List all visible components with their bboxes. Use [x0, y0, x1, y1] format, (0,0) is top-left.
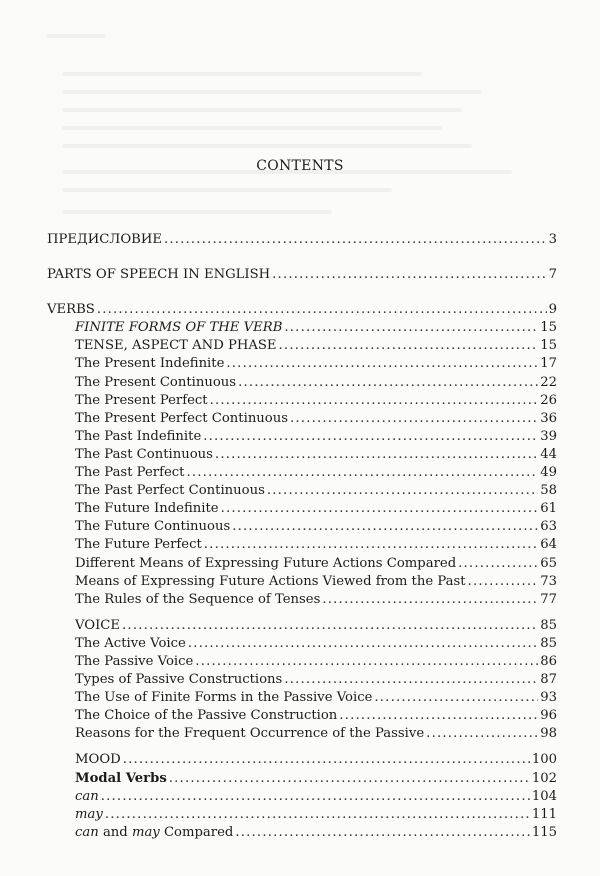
toc-entry-predislovie[interactable] [47, 231, 557, 249]
toc-entry-label-italic: can [75, 824, 99, 840]
toc-entry-label: The Present Continuous [75, 374, 237, 390]
toc-entry-page: 49 [540, 465, 557, 481]
toc-entry-finite-forms[interactable] [47, 319, 557, 337]
toc-entry-future-perfect[interactable] [47, 536, 557, 554]
toc-entry-page: 85 [540, 635, 557, 651]
toc-entry-label: PARTS OF SPEECH IN ENGLISH [47, 267, 271, 283]
leader-dots [226, 355, 538, 373]
toc-entry-mood[interactable] [47, 751, 557, 769]
leader-dots [235, 824, 529, 842]
toc-entry-can[interactable] [47, 788, 557, 806]
toc-entry-label-part: and [98, 824, 132, 840]
toc-entry-page: 98 [540, 726, 557, 742]
toc-entry-label: The Choice of the Passive Construction [75, 708, 338, 724]
leader-dots [123, 751, 530, 769]
toc-entry-page: 26 [540, 392, 557, 408]
toc-entry-label: The Present Indefinite [75, 356, 225, 372]
toc-entry-page: 39 [540, 428, 557, 444]
table-of-contents [47, 231, 557, 842]
leader-dots [105, 806, 530, 824]
toc-entry-past-perfect[interactable] [47, 464, 557, 482]
toc-entry-page: 17 [540, 356, 557, 372]
toc-entry-page: 3 [548, 232, 557, 247]
toc-entry-page: 86 [540, 653, 557, 669]
leader-dots [232, 518, 538, 536]
toc-entry-present-perfect-continuous[interactable] [47, 410, 557, 428]
leader-dots [169, 770, 530, 788]
leader-dots [164, 231, 547, 249]
leader-dots [339, 707, 538, 725]
toc-entry-label: Means of Expressing Future Actions Viewed from the Past [75, 573, 466, 589]
toc-entry-present-indefinite[interactable] [47, 355, 557, 373]
toc-entry-future-viewed-from-past[interactable] [47, 573, 557, 591]
toc-entry-page: 111 [531, 806, 557, 822]
toc-entry-present-perfect[interactable] [47, 392, 557, 410]
toc-entry-passive-constructions[interactable] [47, 671, 557, 689]
leader-dots [284, 671, 538, 689]
leader-dots [204, 536, 538, 554]
toc-entry-label: TENSE, ASPECT AND PHASE [75, 338, 277, 354]
toc-entry-label: The Past Indefinite [75, 428, 202, 444]
toc-entry-choice-of-passive[interactable] [47, 707, 557, 725]
toc-entry-label: VOICE [75, 617, 121, 633]
toc-entry-label: FINITE FORMS OF THE VERB [75, 320, 283, 336]
toc-entry-page: 15 [540, 338, 557, 354]
toc-entry-future-continuous[interactable] [47, 518, 557, 536]
leader-dots [195, 653, 538, 671]
toc-entry-page: 102 [531, 770, 557, 786]
toc-entry-finite-forms-passive[interactable] [47, 689, 557, 707]
toc-entry-page: 64 [540, 537, 557, 553]
toc-entry-label: Reasons for the Frequent Occurrence of the Passive [75, 726, 425, 742]
bleed-through-text [40, 28, 510, 218]
leader-dots [210, 392, 539, 410]
toc-entry-label: The Rules of the Sequence of Tenses [75, 591, 321, 607]
leader-dots [267, 482, 538, 500]
toc-entry-page: 61 [540, 501, 557, 517]
toc-entry-page: 65 [540, 555, 557, 571]
toc-entry-verbs[interactable] [47, 301, 557, 319]
toc-entry-label: The Past Perfect Continuous [75, 483, 265, 499]
toc-entry-parts-of-speech[interactable] [47, 266, 557, 284]
leader-dots [284, 319, 538, 337]
toc-entry-page: 104 [531, 788, 557, 804]
toc-entry-label: Different Means of Expressing Future Actions Compared [75, 555, 457, 571]
leader-dots [322, 591, 538, 609]
leader-dots [468, 573, 539, 591]
toc-entry-label-part: Compared [159, 824, 234, 840]
toc-entry-label: The Future Perfect [75, 537, 202, 553]
toc-entry-page: 44 [540, 446, 557, 462]
toc-entry-page: 63 [540, 519, 557, 535]
toc-entry-past-continuous[interactable] [47, 446, 557, 464]
toc-entry-label: may [75, 806, 103, 822]
toc-entry-may[interactable] [47, 806, 557, 824]
leader-dots [374, 689, 538, 707]
toc-entry-label: Modal Verbs [75, 770, 167, 786]
leader-dots [290, 410, 538, 428]
toc-entry-sequence-of-tenses[interactable] [47, 591, 557, 609]
toc-entry-page: 87 [540, 672, 557, 688]
leader-dots [188, 635, 538, 653]
toc-entry-page: 58 [540, 483, 557, 499]
toc-entry-past-indefinite[interactable] [47, 428, 557, 446]
leader-dots [122, 617, 538, 635]
toc-entry-label: The Future Continuous [75, 519, 231, 535]
toc-entry-page: 115 [531, 824, 557, 840]
toc-entry-page: 9 [548, 302, 557, 318]
toc-entry-passive-voice[interactable] [47, 653, 557, 671]
toc-entry-tense-aspect-phase[interactable] [47, 337, 557, 355]
toc-entry-label: The Past Continuous [75, 446, 213, 462]
toc-entry-past-perfect-continuous[interactable] [47, 482, 557, 500]
toc-entry-label: Types of Passive Constructions [75, 672, 283, 688]
leader-dots [203, 428, 538, 446]
toc-entry-future-indefinite[interactable] [47, 500, 557, 518]
leader-dots [215, 446, 538, 464]
toc-entry-label-italic: may [131, 824, 160, 840]
toc-entry-label: The Active Voice [75, 635, 186, 651]
toc-entry-page: 85 [540, 617, 557, 633]
toc-entry-modal-verbs[interactable] [47, 770, 557, 788]
leader-dots [458, 555, 538, 573]
leader-dots [279, 337, 539, 355]
toc-entry-page: 100 [531, 752, 557, 768]
toc-entry-present-continuous[interactable] [47, 374, 557, 392]
toc-entry-page: 77 [540, 591, 557, 607]
toc-entry-page: 15 [540, 320, 557, 336]
leader-dots [97, 301, 547, 319]
toc-entry-label: The Past Perfect [75, 465, 185, 481]
toc-entry-page: 96 [540, 708, 557, 724]
toc-entry-can-may-compared[interactable] [47, 824, 557, 842]
toc-entry-label: The Future Indefinite [75, 501, 219, 517]
leader-dots [272, 266, 546, 284]
contents-title: CONTENTS [256, 158, 344, 174]
toc-entry-page: 73 [540, 573, 557, 589]
toc-entry-page: 22 [540, 374, 557, 390]
toc-entry-label: The Passive Voice [75, 653, 194, 669]
toc-entry-page: 93 [540, 690, 557, 706]
toc-entry-page: 7 [548, 267, 557, 283]
toc-entry-voice[interactable] [47, 617, 557, 635]
leader-dots [221, 500, 539, 518]
toc-entry-label: The Present Perfect Continuous [75, 410, 289, 426]
toc-entry-reasons-passive[interactable] [47, 725, 557, 743]
toc-entry-label: ПРЕДИСЛОВИЕ [47, 232, 162, 247]
toc-entry-label: VERBS [47, 302, 95, 318]
leader-dots [426, 725, 538, 743]
toc-entry-label: can [75, 788, 99, 804]
toc-entry-future-means-compared[interactable] [47, 555, 557, 573]
toc-entry-page: 36 [540, 410, 557, 426]
leader-dots [101, 788, 530, 806]
toc-entry-active-voice[interactable] [47, 635, 557, 653]
toc-entry-label [75, 824, 233, 842]
leader-dots [186, 464, 538, 482]
toc-entry-label: The Present Perfect [75, 392, 208, 408]
toc-entry-label: MOOD [75, 752, 121, 768]
leader-dots [238, 374, 538, 392]
toc-entry-label: The Use of Finite Forms in the Passive Voice [75, 690, 373, 706]
